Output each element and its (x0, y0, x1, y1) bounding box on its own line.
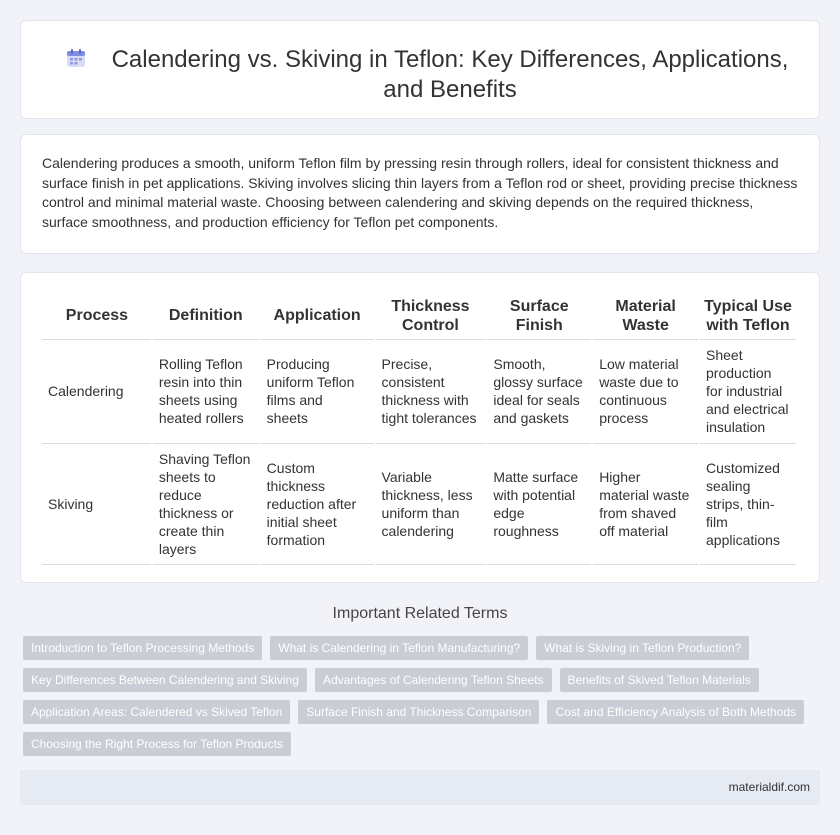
table-header: Definition (152, 293, 260, 339)
related-term-link[interactable]: Introduction to Teflon Processing Methods (23, 636, 262, 660)
table-cell: Smooth, glossy surface ideal for seals and gaskets (486, 339, 592, 443)
table-cell: Precise, consistent thickness with tight tolerances (375, 339, 487, 443)
title-card (20, 20, 820, 119)
table-header: Thickness Control (375, 293, 487, 339)
related-terms-list (23, 636, 813, 756)
table-row (42, 339, 797, 443)
table-header: Process (42, 293, 152, 339)
related-term-link[interactable]: Surface Finish and Thickness Comparison (298, 700, 539, 724)
table-header: Application (260, 293, 375, 339)
footer-site[interactable]: materialdif.com (728, 780, 810, 794)
table-header: Surface Finish (486, 293, 592, 339)
table-cell: Sheet production for industrial and electrical insulation (699, 339, 797, 443)
table-header: Typical Use with Teflon (699, 293, 797, 339)
related-term-link[interactable]: What is Skiving in Teflon Production? (536, 636, 749, 660)
table-cell: Shaving Teflon sheets to reduce thickness or create thin layers (152, 443, 260, 564)
comparison-card (20, 272, 820, 583)
table-cell: Matte surface with potential edge roughness (486, 443, 592, 564)
calendar-icon (65, 47, 87, 69)
table-cell: Rolling Teflon resin into thin sheets using heated rollers (152, 339, 260, 443)
table-cell: Skiving (42, 443, 152, 564)
table-cell: Higher material waste from shaved off material (592, 443, 699, 564)
table-header: Material Waste (592, 293, 699, 339)
comparison-table (42, 293, 798, 565)
table-cell: Calendering (42, 339, 152, 443)
related-term-link[interactable]: Advantages of Calendering Teflon Sheets (315, 668, 552, 692)
related-term-link[interactable]: Benefits of Skived Teflon Materials (560, 668, 759, 692)
related-term-link[interactable]: Application Areas: Calendered vs Skived Teflon (23, 700, 290, 724)
intro-paragraph: Calendering produces a smooth, uniform Teflon film by pressing resin through rollers, ideal for consistent thickness and surface finish in pet applications. Skiving involves slicing thin layers from a Teflon rod or sheet, providing precise thickness control and minimal material waste. Choosing between calendering and skiving depends on the required thickness, surface smoothness, and production efficiency for Teflon pet components. (42, 155, 798, 230)
page-title: Calendering vs. Skiving in Teflon: Key Differences, Applications, and Benefits (111, 46, 789, 103)
table-cell: Producing uniform Teflon films and sheets (260, 339, 375, 443)
table-row (42, 443, 797, 564)
related-terms-title: Important Related Terms (332, 605, 508, 622)
table-cell: Custom thickness reduction after initial sheet formation (260, 443, 375, 564)
table-cell: Variable thickness, less uniform than calendering (375, 443, 487, 564)
intro-card (20, 134, 820, 254)
related-term-link[interactable]: Choosing the Right Process for Teflon Products (23, 732, 291, 756)
related-term-link[interactable]: Key Differences Between Calendering and Skiving (23, 668, 307, 692)
footer (20, 770, 820, 805)
related-term-link[interactable]: What is Calendering in Teflon Manufacturing? (270, 636, 528, 660)
table-header-row (42, 293, 797, 339)
related-term-link[interactable]: Cost and Efficiency Analysis of Both Methods (547, 700, 804, 724)
table-cell: Low material waste due to continuous process (592, 339, 699, 443)
table-cell: Customized sealing strips, thin-film applications (699, 443, 797, 564)
